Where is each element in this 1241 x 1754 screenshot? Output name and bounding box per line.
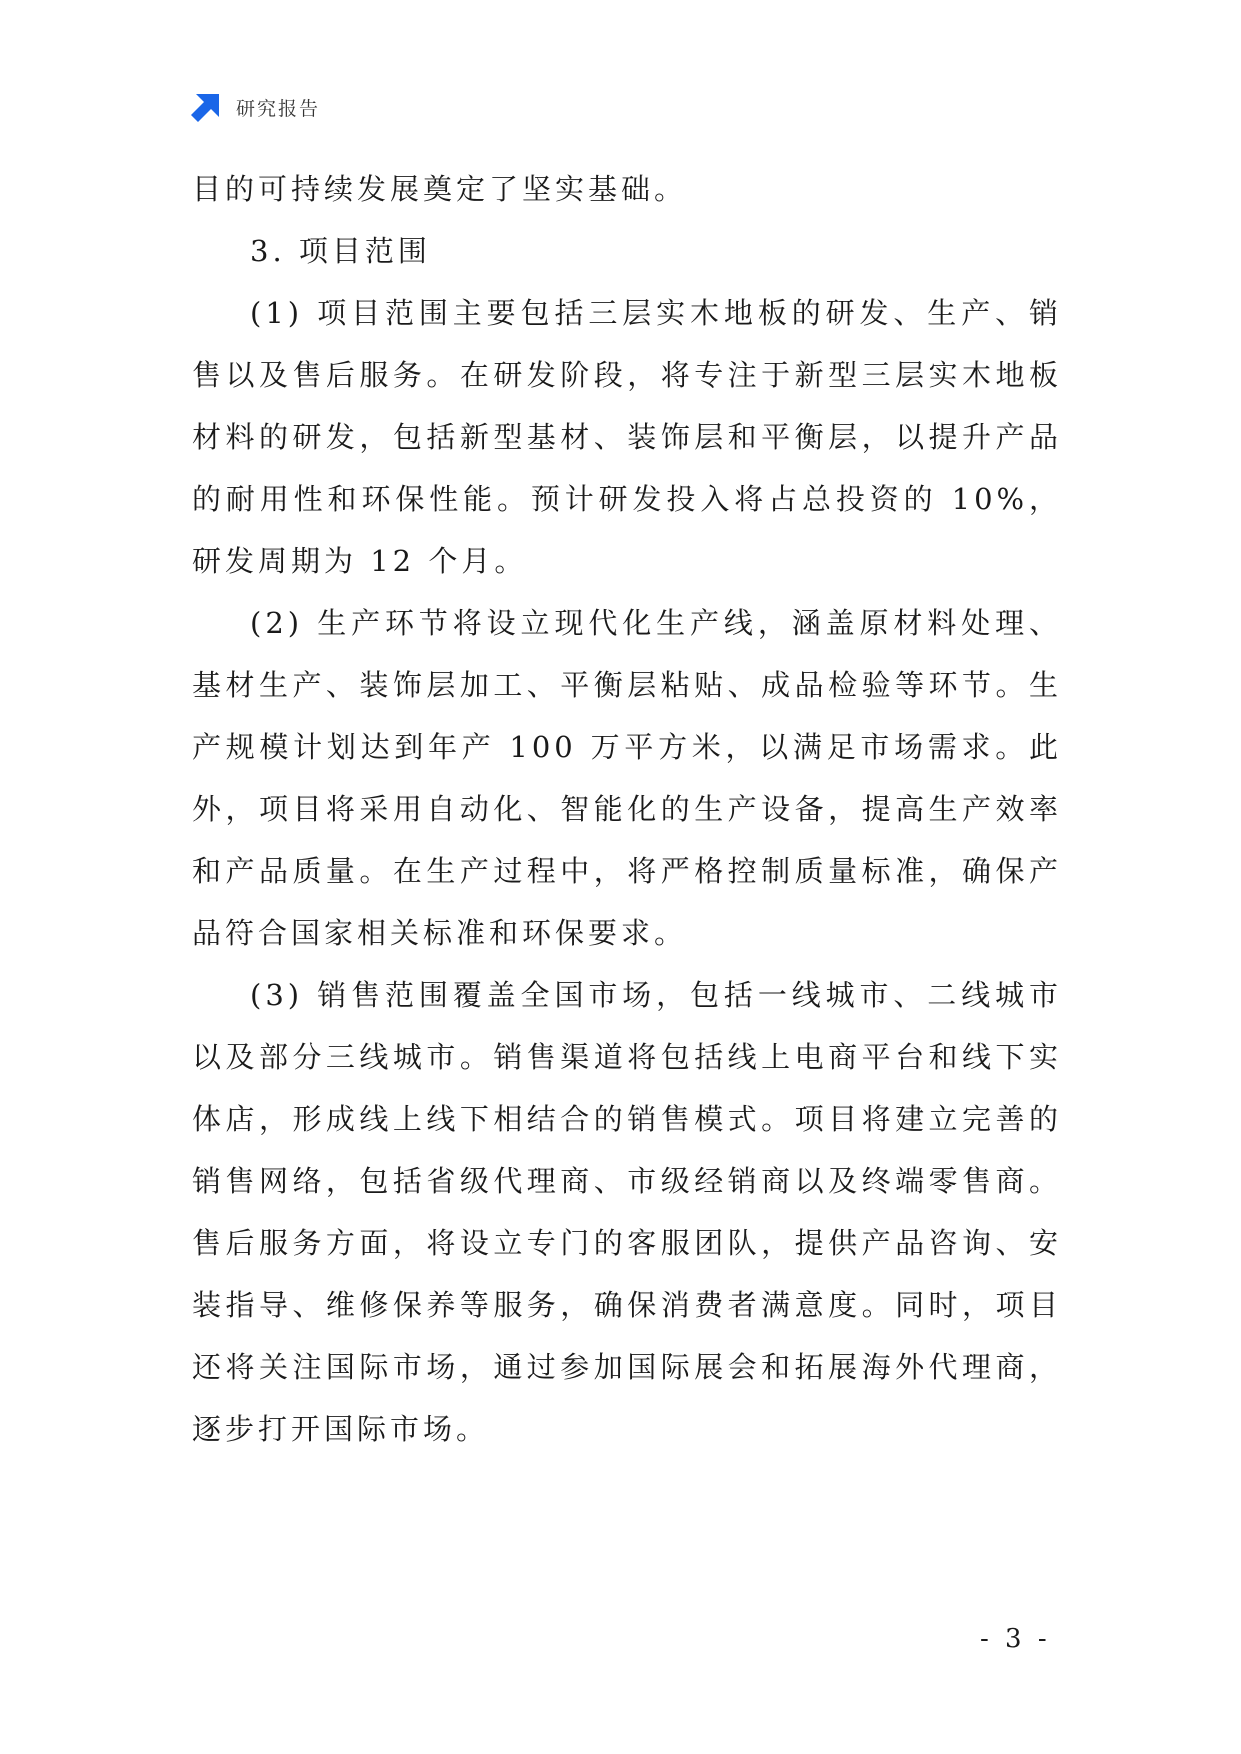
paragraph-1: (1) 项目范围主要包括三层实木地板的研发、生产、销售以及售后服务。在研发阶段，将专注于新型三层实木地板材料的研发，包括新型基材、装饰层和平衡层，以提升产品的耐用性和环保性能。预计研发投入将占总投资的 10%，研发周期为 12 个月。 <box>192 296 1062 578</box>
page-header <box>190 90 320 124</box>
document-body <box>192 158 1062 1460</box>
paragraph-2: (2) 生产环节将设立现代化生产线，涵盖原材料处理、基材生产、装饰层加工、平衡层粘贴、成品检验等环节。生产规模计划达到年产 100 万平方米，以满足市场需求。此外，项目将采用自动化、智能化的生产设备，提高生产效率和产品质量。在生产过程中，将严格控制质量标准，确保产品符合国家相关标准和环保要求。 <box>192 606 1062 950</box>
continuation-text: 目的可持续发展奠定了坚实基础。 <box>192 172 688 206</box>
page-number: - 3 - <box>980 1624 1051 1654</box>
paragraph-3: (3) 销售范围覆盖全国市场，包括一线城市、二线城市以及部分三线城市。销售渠道将包括线上电商平台和线下实体店，形成线上线下相结合的销售模式。项目将建立完善的销售网络，包括省级代理商、市级经销商以及终端零售商。售后服务方面，将设立专门的客服团队，提供产品咨询、安装指导、维修保养等服务，确保消费者满意度。同时，项目还将关注国际市场，通过参加国际展会和拓展海外代理商，逐步打开国际市场。 <box>192 978 1062 1446</box>
arrow-up-right-icon <box>190 91 222 123</box>
report-label: 研究报告 <box>236 97 321 120</box>
section-heading: 3. 项目范围 <box>250 234 431 268</box>
